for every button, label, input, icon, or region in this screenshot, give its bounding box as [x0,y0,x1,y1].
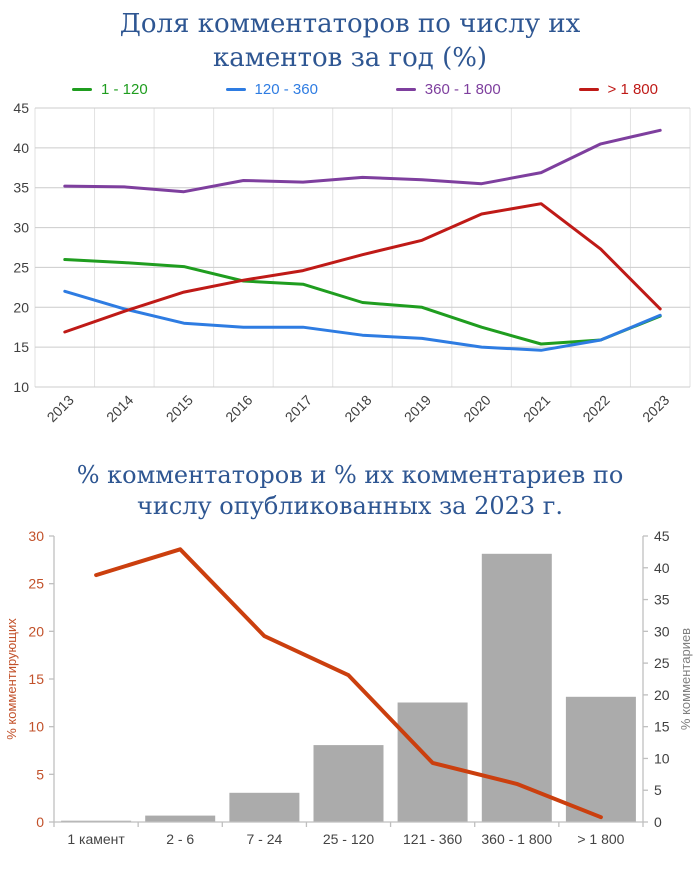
chart1-title [0,8,700,76]
legend-item-120-360 [226,81,318,98]
x-tick-2018: 2018 [341,391,375,425]
legend-swatch-120-360 [226,88,246,91]
left-tick-20: 20 [28,623,44,640]
right-tick-0: 0 [654,813,662,830]
left-tick-25: 25 [28,575,44,592]
right-tick-40: 40 [654,559,670,576]
x-tick-2017: 2017 [281,391,316,425]
chart1-legend [72,80,658,100]
y-tick-15: 15 [13,338,29,355]
right-axis-title: % комментариев [678,627,693,731]
y-tick-25: 25 [13,259,29,276]
x-tick-2013: 2013 [43,391,77,425]
left-axis-ticks [28,528,44,830]
legend-swatch-1-120 [72,88,92,91]
right-tick-45: 45 [654,527,670,544]
category-label-7 - 24: 7 - 24 [246,830,283,847]
category-label-2 - 6: 2 - 6 [166,830,195,847]
yearly-commenter-share-line-chart [0,100,700,452]
right-tick-10: 10 [654,750,670,767]
y-axis-ticks [13,100,29,395]
legend-label-120-360: 120 - 360 [254,81,318,99]
category-label-25 - 120: 25 - 120 [322,830,375,847]
x-tick-2016: 2016 [222,391,256,425]
x-tick-2021: 2021 [519,391,554,425]
right-tick-20: 20 [654,686,670,703]
category-label-360 - 1 800: 360 - 1 800 [481,830,553,847]
bar-7 - 24 [229,793,299,822]
bar-25 - 120 [314,745,384,822]
chart2-title-line1: % комментаторов и % их комментариев по [76,460,624,489]
chart1-title-line2: каментов за год (%) [212,42,488,73]
y-tick-35: 35 [13,179,29,196]
bar-> 1 800 [566,697,636,822]
right-tick-30: 30 [654,623,670,640]
bars-pct-comments [61,554,636,822]
y-tick-30: 30 [13,219,29,236]
right-tick-5: 5 [654,782,662,799]
legend-swatch-360-1800 [396,88,416,91]
x-axis-ticks [44,391,673,424]
category-label-1 камент: 1 камент [67,830,125,847]
x-tick-2014: 2014 [103,391,137,425]
left-tick-15: 15 [28,670,44,687]
left-tick-10: 10 [28,718,44,735]
left-tick-5: 5 [36,766,44,783]
y-tick-40: 40 [13,139,29,156]
chart2-title-line2: числу опубликованных за 2023 г. [136,491,564,520]
right-tick-25: 25 [654,655,670,672]
y-tick-20: 20 [13,298,29,315]
x-tick-2020: 2020 [460,391,494,425]
x-tick-2019: 2019 [400,391,435,425]
legend-item-1-120 [72,81,148,98]
y-tick-10: 10 [13,378,29,395]
x-tick-2022: 2022 [579,391,613,425]
right-tick-35: 35 [654,591,670,608]
left-tick-30: 30 [28,527,44,544]
left-tick-0: 0 [36,813,44,830]
chart1-title-line1: Доля комментаторов по числу их [119,9,581,39]
category-label-> 1 800: > 1 800 [577,830,625,847]
right-tick-15: 15 [654,718,670,735]
legend-label-360-1800: 360 - 1 800 [424,81,501,99]
chart2-title [0,460,700,522]
left-axis-title: % комментирующих [4,618,19,740]
bar-2 - 6 [145,816,215,822]
bar-360 - 1 800 [482,554,552,822]
legend-label-1-120: 1 - 120 [101,81,148,99]
x-tick-2023: 2023 [639,391,673,425]
category-labels [67,831,624,847]
comments-distribution-bar-line-chart [0,524,700,861]
legend-label-gt-1800: > 1 800 [607,81,658,99]
category-label-121 - 360: 121 - 360 [403,830,463,847]
legend-swatch-gt-1800 [579,88,599,91]
legend-item-gt-1800 [579,81,658,98]
legend-item-360-1800 [396,81,501,98]
y-tick-45: 45 [13,99,29,116]
x-tick-2015: 2015 [162,391,196,425]
right-axis-ticks [654,528,670,830]
